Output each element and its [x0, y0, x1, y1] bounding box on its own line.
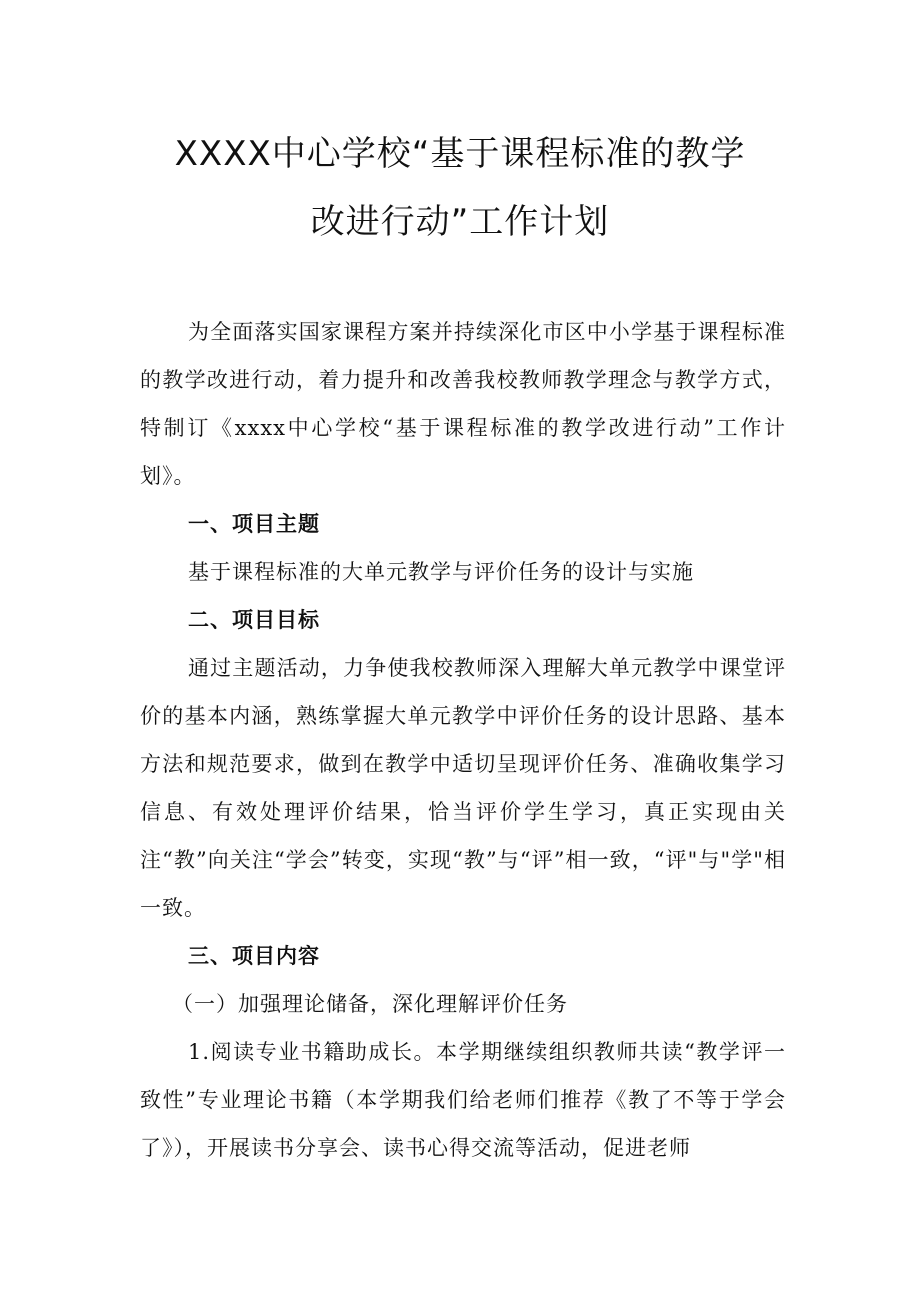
- section-3-subheading-1: （一）加强理论储备，深化理解评价任务: [172, 992, 568, 1016]
- section-2-heading: 二、项目目标: [188, 608, 320, 632]
- document-body: [140, 308, 786, 1172]
- section-3-heading: 三、项目内容: [188, 944, 320, 968]
- document-title-line-2: 改进行动”工作计划: [310, 202, 610, 242]
- document-title-line-1: XXXX中心学校“基于课程标准的教学: [174, 134, 746, 174]
- section-1-text: 基于课程标准的大单元教学与评价任务的设计与实施: [188, 560, 694, 584]
- intro-paragraph: 为全面落实国家课程方案并持续深化市区中小学基于课程标准的教学改进行动，着力提升和改善我校教师教学理念与教学方式，特制订《xxxx中心学校“基于课程标准的教学改进行动”工作计划》。: [140, 320, 786, 488]
- section-2-text: 通过主题活动，力争使我校教师深入理解大单元教学中课堂评价的基本内涵，熟练掌握大单元教学中评价任务的设计思路、基本方法和规范要求，做到在教学中适切呈现评价任务、准确收集学习信息、有效处理评价结果，恰当评价学生学习，真正实现由关注“教”向关注“学会”转变，实现“教”与“评”相一致，“评"与"学"相一致。: [140, 656, 786, 920]
- section-3-item-1: 1.阅读专业书籍助成长。本学期继续组织教师共读“教学评一致性”专业理论书籍（本学期我们给老师们推荐《教了不等于学会了》），开展读书分享会、读书心得交流等活动，促进老师: [140, 1040, 786, 1160]
- section-1-heading: 一、项目主题: [188, 512, 320, 536]
